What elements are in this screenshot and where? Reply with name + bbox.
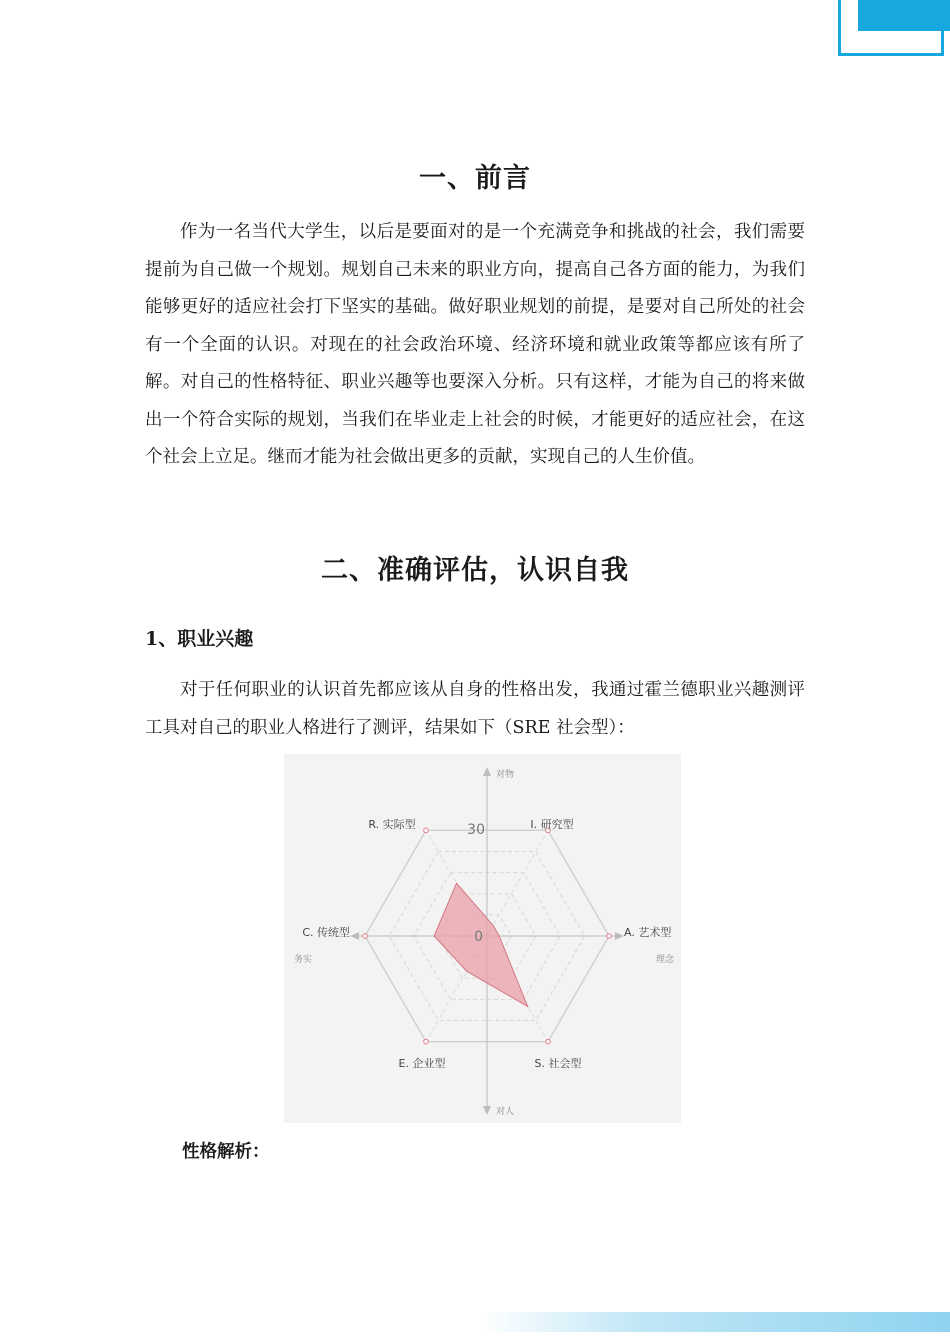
preface-title: 一、前言 (419, 163, 531, 194)
assessment-title: 二、准确评估，认识自我 (321, 555, 629, 586)
career-interest-paragraph: 对于任何职业的认识首先都应该从自身的性格出发，我通过霍兰德职业兴趣测评工具对自己的职业人格进行了测评，结果如下（SRE 社会型）： (145, 680, 805, 738)
career-interest-heading: 1、职业兴趣 (145, 628, 254, 650)
personality-heading: 性格解析： (182, 1142, 270, 1162)
direction-label-right: 理念 (656, 955, 675, 965)
preface-paragraph: 作为一名当代大学生，以后是要面对的是一个充满竞争和挑战的社会，我们需要提前为自己做一个规划。规划自己未来的职业方向，提高自己各方面的能力，为我们能够更好的适应社会打下坚实的基础。做好职业规划的前提，是要对自己所处的社会有一个全面的认识。对现在的社会政治环境、经济环境和就业政策等都应该有所了解。对自己的性格特征、职业兴趣等也要深入分析。只有这样，才能为自己的将来做出一个符合实际的规划，当我们在毕业走上社会的时候，才能更好的适应社会，在这个社会上立足。继而才能为社会做出更多的贡献，实现自己的人生价值。 (145, 222, 805, 467)
radar-axis-label-3: S. 社会型 (534, 1057, 582, 1070)
bottom-gradient-bar (480, 1312, 950, 1332)
direction-label-left: 务实 (294, 955, 313, 965)
radar-axis-label-4: E. 企业型 (398, 1057, 446, 1070)
radar-vertex-2 (607, 934, 612, 939)
direction-label-bottom: 对人 (496, 1107, 515, 1117)
corner-block-decoration (858, 0, 950, 31)
radar-tick-max: 30 (467, 822, 485, 838)
radar-vertex-3 (546, 1039, 551, 1044)
radar-arrow-left (350, 932, 359, 940)
radar-axis-label-0: R. 实际型 (368, 818, 416, 831)
radar-arrow-right (615, 932, 624, 940)
radar-axis-label-5: C. 传统型 (302, 926, 350, 939)
radar-spoke-1 (487, 830, 548, 936)
radar-svg (284, 754, 681, 1123)
radar-arrow-up (483, 767, 491, 776)
direction-label-top: 对物 (496, 770, 515, 780)
radar-vertex-5 (363, 934, 368, 939)
radar-tick-min: 0 (474, 929, 483, 945)
radar-vertex-0 (424, 828, 429, 833)
radar-axis-label-2: A. 艺术型 (624, 926, 672, 939)
radar-vertex-4 (424, 1039, 429, 1044)
holland-radar-chart (284, 754, 681, 1123)
radar-axis-label-1: I. 研究型 (530, 818, 574, 831)
radar-arrow-down (483, 1106, 491, 1115)
